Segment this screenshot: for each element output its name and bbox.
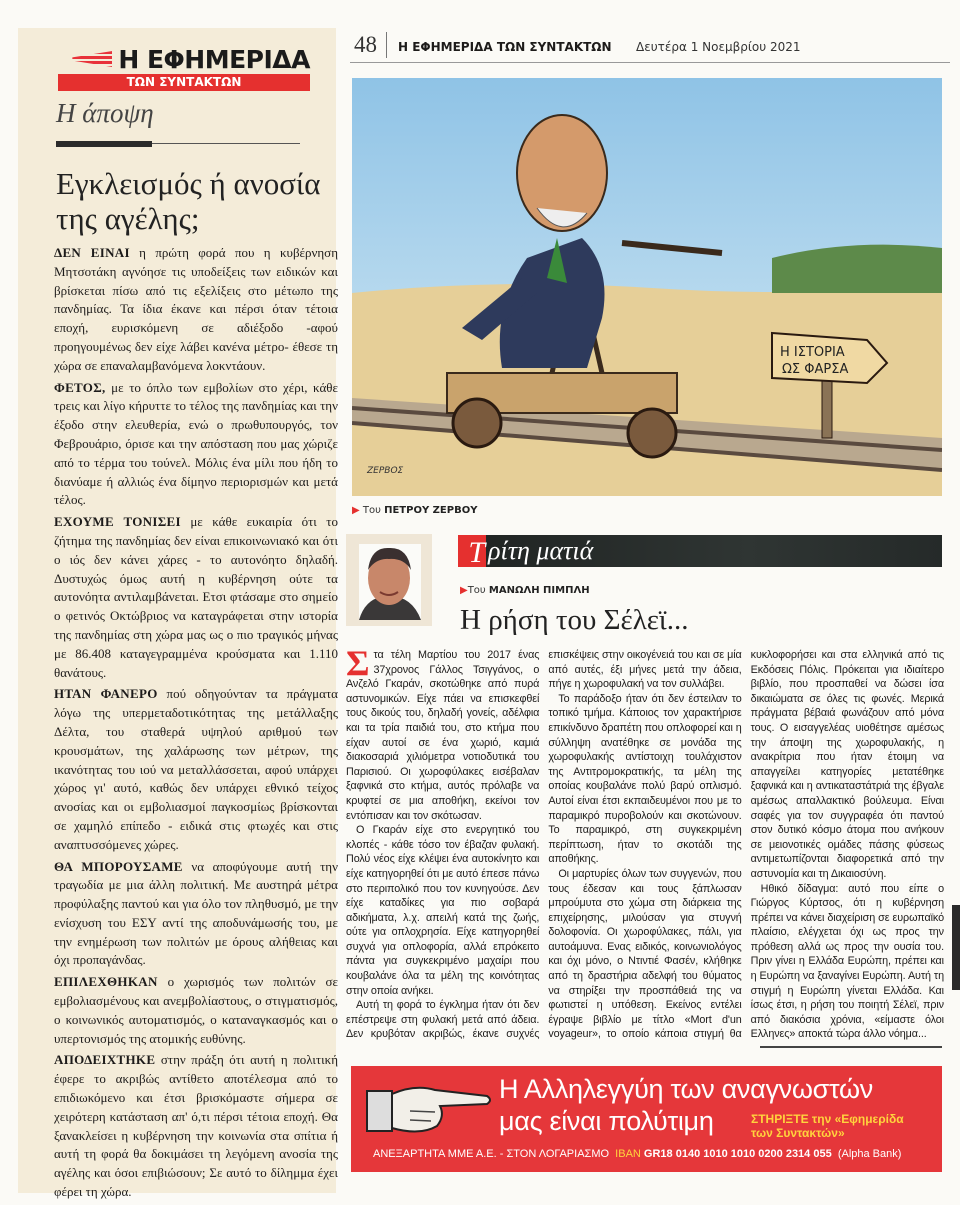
article-title: Η ρήση του Σέλεϊ... <box>460 604 689 636</box>
opinion-paragraph: ΕΧΟΥΜΕ ΤΟΝΙΣΕΙ με κάθε ευκαιρία ότι το ζήτημα της πανδημίας δεν είναι επικοινωνιακό και ότι ο ιός δεν κάνει χάρες - το αυτονόητο δηλαδή. Δυστυχώς όμως αυτή η κυβέρνηση ούτε τα αυτονόητα αντιλαμβάνεται. Ετσι φτάσαμε στο σημείο ο φετινός Οκτώβριος να καταγράφεται στην ιστορία της πανδημίας στη χώρα μας ως ο πιο τραγικός μήνας με 86.408 καταγεγραμμένα κρούσματα και 1.110 θανάτους. <box>54 514 338 680</box>
section-rule <box>56 141 300 147</box>
opinion-paragraph: ΦΕΤΟΣ, με το όπλο των εμβολίων στο χέρι, κάθε τρεις και λίγο κήρυττε το τέλος της πανδημίας και την έξοδο στην ελευθερία, ενώ ο πρωθυπουργός, τον Φεβρουάριο, όρισε και την απόσταση που μας χώριζε από το τέρμα του τούνελ. Μόλις ένα μίλι που ήδη το διανύαμε ή αλλιώς ένα δίμηνο περιορισμών και μετά τέλος. <box>54 379 338 508</box>
article-paragraph: Ο Γκαράν είχε στο ενεργητικό του κλοπές - κάθε τόσο τον έβαζαν φυλακή. Πολύ νέος είχε κλέψει ένα αυτοκίνητο και είχε κατηγορηθεί ότι με αυτό έπεσε πάνω στο περιπολικό που τον κυνηγούσε. Δεν είχε καταδίκες για πιο σοβαρά αδικήματα, λ.χ. απειλή κατά της ζωής, ούτε για οπλοχρησία. Είχε κατηγορηθεί συχνά για οπλοφορία, αλλά επρόκειτο πάντα για συγκεκριμένο μαχαίρι που κουβαλάνε όλα τα μέλη της κοινότητας στην οποία ανήκει. <box>346 824 540 997</box>
article-paragraph: Το παράδοξο ήταν ότι δεν έστειλαν το τοπικό τμήμα. Κάποιος τον χαρακτήρισε επικίνδυνο δραπέτη που οπλοφορεί και η σύλληψη ανατέθηκε σε μονάδα της χωροφυλακής αντίστοιχη τουλάχιστον της Αντιτρομοκρατικής, τα μέλη της οποίας κουβαλάνε πολύ βαρύ οπλισμό. Αυτοί είναι έτσι εκπαιδευμένοι που με το παραμικρό πυροβολούν και σκοτώνουν. Το παραμικρό, στη συγκεκριμένη περίπτωση, ήταν το σκοτάδι της αποθήκης. <box>548 692 742 866</box>
article-paragraph: Ηθικό δίδαγμα: αυτό που είπε ο Γιώργος Κύρτσος, ότι η κυβέρνηση πρέπει να κάνει διαχείριση σε ευρωπαϊκό πλαίσιο, ελέγχεται όχι ως προς την πρόθεση αλλά ως προς την ουσία του. Πριν γίνει η Ελλάδα Ευρώπη, πρέπει και η Ευρώπη να ξαναγίνει Ευρώπη. Αυτή τη στιγμή η Ευρώπη γίνεται Ελλάδα. Και ίσως έτσι, η ρήση του ποιητή Σέλεϊ, πριν από διακόσια χρόνια, «είμαστε όλοι Ελληνες» αποκτά τώρα άλλο νόημα... <box>750 882 944 1041</box>
sign-text-line2: ΩΣ ΦΑΡΣΑ <box>782 362 849 377</box>
drop-cap: Σ <box>346 643 370 683</box>
column-banner <box>458 535 942 567</box>
cartoonist-signature: ΖΕΡΒΟΣ <box>367 466 404 476</box>
opinion-paragraph: ΘΑ ΜΠΟΡΟΥΣΑΜΕ να αποφύγουμε αυτή την τραγωδία με μια άλλη πολιτική. Με αυστηρά μέτρα προφύλαξης παντού και για όλο τον πληθυσμό, με την ενίσχυση του ΕΣΥ αντί της αποδυνάμωσής του, με την ενημέρωση των πολιτών με όρους αλήθειας και όχι προπαγάνδας. <box>54 858 338 968</box>
column-byline: ▶Του ΜΑΝΩΛΗ ΠΙΜΠΛΗ <box>460 585 590 596</box>
page-header <box>350 32 950 62</box>
section-label: Η άποψη <box>56 98 154 128</box>
newspaper-logo <box>54 44 310 91</box>
cartoon-byline: ▶ Του ΠΕΤΡΟΥ ΖΕΡΒΟΥ <box>352 505 478 516</box>
logo-main-text: Η ΕΦΗΜΕΡΙΔΑ <box>118 44 310 74</box>
opinion-paragraph: ΔΕΝ ΕΙΝΑΙ η πρώτη φορά που η κυβέρνηση Μητσοτάκη αγνόησε τις υποδείξεις των ειδικών και βρίσκεται πίσω από τις εξελίξεις στο μέτωπο της πανδημίας. Τα ίδια έκανε και πέρσι όταν τέτοια εποχή, ευρισκόμενη σε αδιέξοδο -αφού προηγουμένως δεν είχε λάβει κανένα μέτρο- έθεσε τη χώρα σε επαναλαμβανόμενα λοκντάουν. <box>54 245 338 373</box>
logo-streaks-icon <box>72 51 112 67</box>
article-body <box>346 643 944 1042</box>
article-end-rule <box>760 1046 942 1048</box>
donation-ad[interactable] <box>351 1066 942 1172</box>
pointing-hand-icon <box>365 1076 495 1141</box>
ad-headline-1: Η Αλληλεγγύη των αναγνωστών <box>499 1074 873 1105</box>
header-rule <box>350 62 950 63</box>
scan-edge-mark <box>952 905 960 990</box>
page-number: 48 <box>354 32 377 57</box>
opinion-paragraph: ΗΤΑΝ ΦΑΝΕΡΟ πού οδηγούνταν τα πράγματα λόγω της υπερμεταδοτικότητας της μετάλλαξης Δέλτα, του σταθερά υψηλού αριθμού των κρουσμάτων, της χαλάρωσης των μέτρων, της ικανότητας του ιού να μεταλλάσσεται, αφού υπάρχει χώρος γι' αυτό, καθώς δεν υπάρχει εθνικό τείχος ανοσίας και οι εμβολιασμοί παγκοσμίως βρίσκονται σε χαμηλό επίπεδο - ειδικά στις φτωχές και στις αναπτυσσόμενες χώρες. <box>54 686 338 852</box>
article-area <box>346 643 944 1172</box>
ad-bank-details: ΑΝΕΞΑΡΤΗΤΑ ΜΜΕ Α.Ε. - ΣΤΟΝ ΛΟΓΑΡΙΑΣΜΟ IBAN GR18 0140 1010 1010 0200 2314 055 (Alpha Bank) <box>373 1148 902 1161</box>
banner-initial: Τ <box>458 535 486 567</box>
ad-support-text: ΣΤΗΡΙΞΤΕ την «Εφημερίδα των Συντακτών» <box>751 1112 904 1141</box>
cartoon-illustration <box>352 78 942 496</box>
banner-title: ρίτη ματιά <box>488 536 594 565</box>
sign-text-line1: Η ΙΣΤΟΡΙΑ <box>780 345 845 360</box>
opinion-paragraph: ΑΠΟΔΕΙΧΤΗΚΕ στην πράξη ότι αυτή η πολιτική έφερε το ακριβώς αντίθετο αποτέλεσμα από το επιδιωκόμενο και έτσι βρισκόμαστε σήμερα σε χειρότερη κατάσταση απ' ό,τι πέρσι τέτοια εποχή. Θα ξανακλείσει η κυβέρνηση την κοινωνία στα σπίτια ή αυτή τη φορά θα δοκιμάσει τη λεγόμενη ανοσία της αγέλης και όσοι επιβιώσουν; Σε αυτό το δίλημμα έχει φέρει τη χώρα. <box>54 1052 338 1200</box>
opinion-paragraph: ΕΠΙΛΕΧΘΗΚΑΝ ο χωρισμός των πολιτών σε εμβολιασμένους και ανεμβολίαστους, ο στιγματισμός, ο κοινωνικός αυτοματισμός, ο καταναγκασμός και ο υπερτονισμός της ατομικής ευθύνης. <box>54 974 338 1046</box>
opinion-body <box>54 244 338 1205</box>
article-paragraph: Στα τέλη Μαρτίου του 2017 ένας 37χρονος Γάλλος Τσιγγάνος, ο Ανζελό Γκαράν, σκοτώθηκε από πυρά αστυνομικών. Είχε πάει να επισκεφθεί τους δικούς του, δηλαδή γονείς, αδέλφια και τα τρία παιδιά του, στο κτήμα που είχαν αυτοί σε ένα χωριό, καμιά διακοσαριά χιλιόμετρα νοτιοδυτικά του Παρισιού. Οι χωροφύλακες εισέβαλαν ξαφνικά στο κτήμα, αυτός πρόλαβε να κρυφτεί σε μια αποθήκη, εκείνοι τον εντόπισαν και τον σκότωσαν. <box>346 643 540 822</box>
logo-sub-text: ΤΩΝ ΣΥΝΤΑΚΤΩΝ <box>58 74 310 91</box>
article-paragraph: Οι μαρτυρίες όλων των συγγενών, που τους έδεσαν και τους ξάπλωσαν μπρούμυτα στο χώμα στη διάρκεια της επιχείρησης, μιλούσαν για στυγνή δολοφονία. Οι χωροφύλακες, πάλι, για αυτοάμυνα. Ενας ειδικός, κοινωνιολόγος και όχι μόνο, ο Ντιντιέ Φασέν, κλήθηκε από τη δραστήρια αδελφή του θύματος να στηρίξει την προσπάθειά της να φωτιστεί η υπόθεση. Εκείνος εντέλει έγραψε βιβλίο με τίτλο «Mort d'un voyageur», το οποίο κάποια στιγμή θα κυκλοφορήσει και στα ελληνικά από τις Εκδόσεις Πόλις. Πρόκειται για ιδιαίτερο βιβλίο, που προσπαθεί να δώσει ίσα δικαιώματα σε όλες τις φωνές. Μερικά πράγματα βέβαιά φωνάζουν από μόνα τους. Ο εισαγγελέας υιοθέτησε αμέσως την άποψη της χωροφυλακής, η ανακρίτρια που ήταν έτοιμη να απαγγείλει κατηγορίες μετατέθηκε ξαφνικά και η αντικαταστάτριά της έβγαλε αμέσως απαλλακτικό βούλευμα. Είναι σαφές για τον συγγραφέα ότι παντού στον δυτικό κόσμο άτομα που ανήκουν σε μειονοτικές ομάδες πάσης φύσεως αντιμετωπίζονται διαφορετικά από την αστυνομία και τη Δικαιοσύνη. <box>548 649 944 1041</box>
byline-arrow-icon: ▶ <box>352 505 360 516</box>
opinion-title: Εγκλεισμός ή ανοσία της αγέλης; <box>56 166 321 236</box>
byline-arrow-icon: ▶ <box>460 585 468 596</box>
header-date: Δευτέρα 1 Νοεμβρίου 2021 <box>636 40 801 54</box>
header-divider <box>386 32 387 58</box>
header-paper-name: Η ΕΦΗΜΕΡΙΔΑ ΤΩΝ ΣΥΝΤΑΚΤΩΝ <box>398 40 612 54</box>
author-photo <box>346 534 432 626</box>
ad-headline-2: μας είναι πολύτιμη <box>499 1106 714 1137</box>
article-paragraph: Αυτή τη φορά το έγκλημα ήταν ότι δεν επέστρεψε στη φυλακή μετά από άδεια. Δεν κρυβόταν ακριβώς, έκανε συχνές επισκέψεις στην οικογένειά του και σε μία από αυτές, έξι μήνες μετά την άδεια, πήγε η χωροφυλακή να τον συλλάβει. <box>346 649 742 1041</box>
